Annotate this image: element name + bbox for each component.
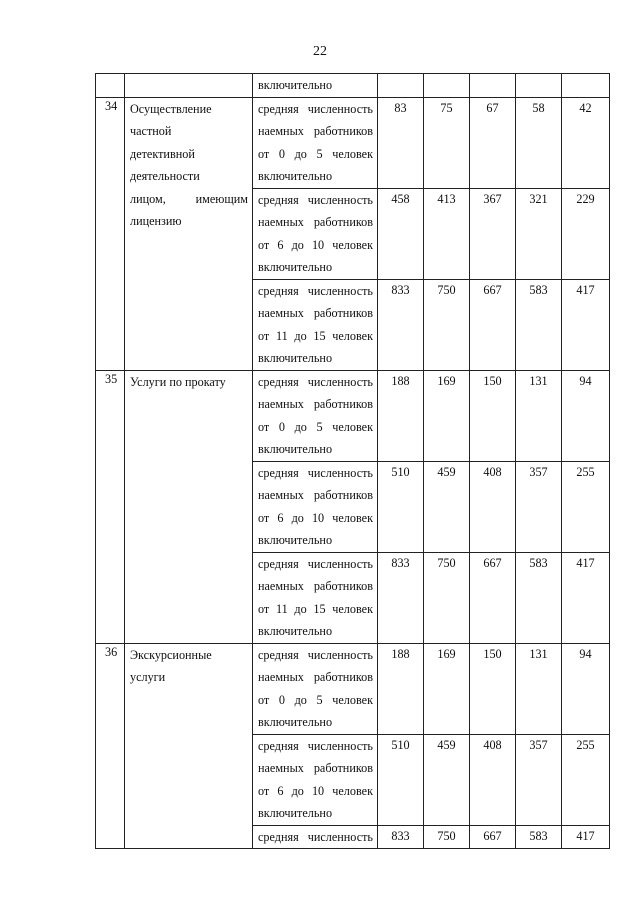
value-cell: 667	[470, 279, 516, 370]
value-cell: 255	[562, 734, 610, 825]
condition-line: наемных работников	[258, 670, 373, 684]
condition-line: от 0 до 5 человек	[258, 146, 373, 161]
table-row-continuation	[96, 74, 610, 98]
activity-cell	[125, 74, 253, 98]
condition-cell	[253, 825, 378, 849]
condition-line: от 11 до 15 человек	[258, 328, 373, 343]
page-number: 22	[313, 44, 327, 59]
condition-line: наемных работников	[258, 124, 373, 138]
activity-name-line: лицом, имеющим	[130, 191, 248, 206]
condition-line: наемных работников	[258, 488, 373, 502]
condition-cell	[253, 74, 378, 98]
value-cell	[378, 74, 424, 98]
condition-line: наемных работников	[258, 215, 373, 229]
condition-line: от 6 до 10 человек	[258, 510, 373, 525]
activity-name-line: Осуществление	[130, 101, 212, 116]
condition-line: средняя численность	[258, 374, 373, 389]
value-cell: 833	[378, 279, 424, 370]
value-cell: 583	[516, 825, 562, 849]
condition-line: наемных работников	[258, 761, 373, 775]
value-cell: 750	[424, 552, 470, 643]
activity-name	[125, 643, 253, 849]
value-cell: 169	[424, 643, 470, 734]
value-cell: 131	[516, 370, 562, 461]
value-cell: 408	[470, 734, 516, 825]
row-number: 34	[96, 97, 125, 370]
value-cell: 510	[378, 461, 424, 552]
value-cell: 833	[378, 552, 424, 643]
value-cell: 357	[516, 734, 562, 825]
value-cell: 131	[516, 643, 562, 734]
value-cell: 750	[424, 825, 470, 849]
value-cell: 321	[516, 188, 562, 279]
condition-line: включительно	[258, 715, 333, 729]
condition-line: включительно	[258, 169, 333, 183]
activity-name-line: Услуги по прокату	[130, 374, 226, 389]
condition-cell	[253, 552, 378, 643]
value-cell: 583	[516, 552, 562, 643]
condition-line: наемных работников	[258, 397, 373, 411]
value-cell: 229	[562, 188, 610, 279]
condition-line: средняя численность	[258, 556, 373, 571]
value-cell	[470, 74, 516, 98]
condition-line: включительно	[258, 533, 333, 547]
value-cell: 417	[562, 552, 610, 643]
condition-line: включительно	[258, 260, 333, 274]
condition-line: от 6 до 10 человек	[258, 783, 373, 798]
table-row	[96, 643, 610, 734]
condition-cell	[253, 279, 378, 370]
condition-cell	[253, 188, 378, 279]
condition-cell	[253, 97, 378, 188]
condition-line: наемных работников	[258, 579, 373, 593]
condition-line: включительно	[258, 442, 333, 456]
condition-line: средняя численность	[258, 192, 373, 207]
value-cell: 750	[424, 279, 470, 370]
value-cell: 188	[378, 370, 424, 461]
table-body	[96, 74, 610, 849]
condition-line: включительно	[258, 351, 333, 365]
condition-line: включительно	[258, 806, 333, 820]
activity-name-line: детективной	[130, 146, 195, 161]
value-cell: 458	[378, 188, 424, 279]
value-cell: 583	[516, 279, 562, 370]
activity-name	[125, 370, 253, 643]
value-cell: 413	[424, 188, 470, 279]
value-cell: 459	[424, 734, 470, 825]
activity-name-line: Экскурсионные	[130, 647, 212, 662]
activity-name	[125, 97, 253, 370]
value-cell: 255	[562, 461, 610, 552]
condition-cell	[253, 643, 378, 734]
table-row	[96, 370, 610, 461]
value-cell: 510	[378, 734, 424, 825]
row-number: 35	[96, 370, 125, 643]
value-cell: 83	[378, 97, 424, 188]
value-cell: 459	[424, 461, 470, 552]
value-cell: 42	[562, 97, 610, 188]
value-cell: 357	[516, 461, 562, 552]
activity-name-line: частной	[130, 124, 172, 138]
value-cell	[424, 74, 470, 98]
value-cell: 417	[562, 279, 610, 370]
value-cell: 408	[470, 461, 516, 552]
condition-line: включительно	[258, 624, 333, 638]
condition-line: средняя численность	[258, 101, 373, 116]
value-cell: 150	[470, 370, 516, 461]
condition-line: средняя численность	[258, 283, 373, 298]
activity-name-line: услуги	[130, 670, 166, 684]
condition-cell	[253, 734, 378, 825]
value-cell: 150	[470, 643, 516, 734]
condition-line: от 11 до 15 человек	[258, 601, 373, 616]
condition-cell	[253, 461, 378, 552]
value-cell: 169	[424, 370, 470, 461]
value-cell: 94	[562, 643, 610, 734]
value-cell: 833	[378, 825, 424, 849]
number-cell	[96, 74, 125, 98]
condition-line: наемных работников	[258, 306, 373, 320]
value-cell	[516, 74, 562, 98]
value-cell: 67	[470, 97, 516, 188]
condition-line: от 0 до 5 человек	[258, 419, 373, 434]
condition-text: включительно	[258, 78, 333, 92]
condition-line: от 0 до 5 человек	[258, 692, 373, 707]
value-cell	[562, 74, 610, 98]
row-number: 36	[96, 643, 125, 849]
value-cell: 667	[470, 825, 516, 849]
table-row	[96, 97, 610, 188]
tariff-table	[95, 73, 610, 849]
activity-name-line: деятельности	[130, 169, 200, 183]
value-cell: 667	[470, 552, 516, 643]
condition-line: средняя численность	[258, 465, 373, 480]
value-cell: 188	[378, 643, 424, 734]
condition-cell	[253, 370, 378, 461]
activity-name-line: лицензию	[130, 214, 182, 228]
value-cell: 367	[470, 188, 516, 279]
condition-line: от 6 до 10 человек	[258, 237, 373, 252]
condition-line: средняя численность	[258, 738, 373, 753]
value-cell: 94	[562, 370, 610, 461]
condition-line: средняя численность	[258, 647, 373, 662]
value-cell: 417	[562, 825, 610, 849]
value-cell: 58	[516, 97, 562, 188]
condition-line: средняя численность	[258, 829, 373, 844]
value-cell: 75	[424, 97, 470, 188]
